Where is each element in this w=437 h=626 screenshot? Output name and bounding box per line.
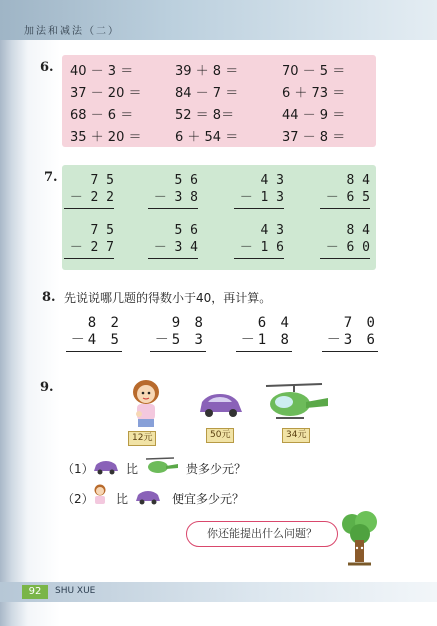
vertical-subtraction-row1-2 (148, 172, 198, 215)
vertical-subtraction-row2-4 (320, 222, 370, 265)
minuend: 5 6 (174, 173, 198, 188)
q8-vertical-subtraction-1 (66, 315, 122, 352)
q8-vertical-subtraction-4 (322, 315, 378, 352)
minuend: 4 3 (260, 223, 284, 238)
equation-3-3: 44 － 9 ＝ (282, 108, 346, 123)
speech-bubble: 你还能提出什么问题？ (186, 521, 338, 547)
question-9-2-text: 便宜多少元？ (172, 492, 245, 506)
subtrahend: － 2 2 (69, 190, 114, 205)
price-tag-car: 50元 (206, 428, 234, 443)
subtrahend: － 6 5 (325, 190, 370, 205)
subtrahend: －5 3 (154, 332, 206, 348)
equation-1-2: 39 ＋ 8 ＝ (175, 64, 239, 79)
answer-line (234, 208, 284, 215)
minuend: 8 4 (346, 173, 370, 188)
answer-line (234, 258, 284, 265)
tree-mascot-illustration (338, 510, 380, 570)
equation-2-1: 37 － 20 ＝ (70, 86, 142, 101)
question-9-1-compare: 比 (126, 462, 139, 476)
price-tag-girl: 12元 (128, 431, 156, 446)
equation-4-2: 6 ＋ 54 ＝ (175, 130, 239, 145)
subtrahend: －1 8 (240, 332, 292, 348)
question-7-number: 7. (44, 170, 58, 185)
question-9-number: 9. (40, 380, 54, 395)
equation-3-1: 68 － 6 ＝ (70, 108, 134, 123)
question-8-instruction: 先说说哪几题的得数小于40，再计算。 (64, 291, 272, 305)
minuend: 8 4 (346, 223, 370, 238)
subtrahend: －3 6 (326, 332, 378, 348)
helicopter-illustration (262, 380, 332, 426)
question-9-2-compare: 比 (116, 492, 129, 506)
equation-3-2: 52 ＝ 8＝ (175, 108, 235, 123)
footer-subject: SHU XUE (55, 586, 96, 596)
page-header: 加法和减法（二） (24, 26, 120, 37)
minuend: 7 5 (90, 223, 114, 238)
subtrahend: － 1 6 (239, 240, 284, 255)
minuend: 5 6 (174, 223, 198, 238)
answer-line (320, 258, 370, 265)
vertical-subtraction-row2-3 (234, 222, 284, 265)
vertical-subtraction-row2-2 (148, 222, 198, 265)
equation-2-2: 84 － 7 ＝ (175, 86, 239, 101)
page-number: 92 (22, 585, 48, 599)
question-8-number: 8. (42, 290, 56, 305)
price-tag-helicopter: 34元 (282, 428, 310, 443)
answer-line (320, 208, 370, 215)
equation-1-1: 40 － 3 ＝ (70, 64, 134, 79)
car-small-icon (134, 489, 162, 505)
subtrahend: －4 5 (70, 332, 122, 348)
answer-line (150, 351, 206, 352)
girl-small-icon (92, 484, 108, 508)
q8-vertical-subtraction-2 (150, 315, 206, 352)
vertical-subtraction-row1-1 (64, 172, 114, 215)
equation-4-3: 37 － 8 ＝ (282, 130, 346, 145)
car-small-icon (92, 459, 120, 475)
minuend: 8 2 (87, 315, 122, 331)
minuend: 7 5 (90, 173, 114, 188)
question-9-1-text: 贵多少元？ (186, 462, 247, 476)
answer-line (64, 208, 114, 215)
minuend: 4 3 (260, 173, 284, 188)
q8-vertical-subtraction-3 (236, 315, 292, 352)
subtrahend: － 3 8 (153, 190, 198, 205)
girl-illustration (128, 378, 164, 434)
answer-line (64, 258, 114, 265)
equation-1-3: 70 － 5 ＝ (282, 64, 346, 79)
equation-4-1: 35 ＋ 20 ＝ (70, 130, 142, 145)
subtrahend: － 6 0 (325, 240, 370, 255)
question-9-1-label: （1） (62, 462, 94, 476)
question-9-2-label: （2） (62, 492, 94, 506)
helicopter-small-icon (144, 456, 180, 476)
vertical-subtraction-row1-3 (234, 172, 284, 215)
subtrahend: － 1 3 (239, 190, 284, 205)
minuend: 6 4 (257, 315, 292, 331)
car-illustration (196, 388, 244, 420)
subtrahend: － 3 4 (153, 240, 198, 255)
answer-line (148, 258, 198, 265)
subtrahend: － 2 7 (69, 240, 114, 255)
vertical-subtraction-row1-4 (320, 172, 370, 215)
answer-line (236, 351, 292, 352)
vertical-subtraction-row2-1 (64, 222, 114, 265)
minuend: 9 8 (171, 315, 206, 331)
answer-line (148, 208, 198, 215)
answer-line (322, 351, 378, 352)
equation-2-3: 6 ＋ 73 ＝ (282, 86, 346, 101)
question-6-number: 6. (40, 60, 54, 75)
minuend: 7 0 (343, 315, 378, 331)
answer-line (66, 351, 122, 352)
